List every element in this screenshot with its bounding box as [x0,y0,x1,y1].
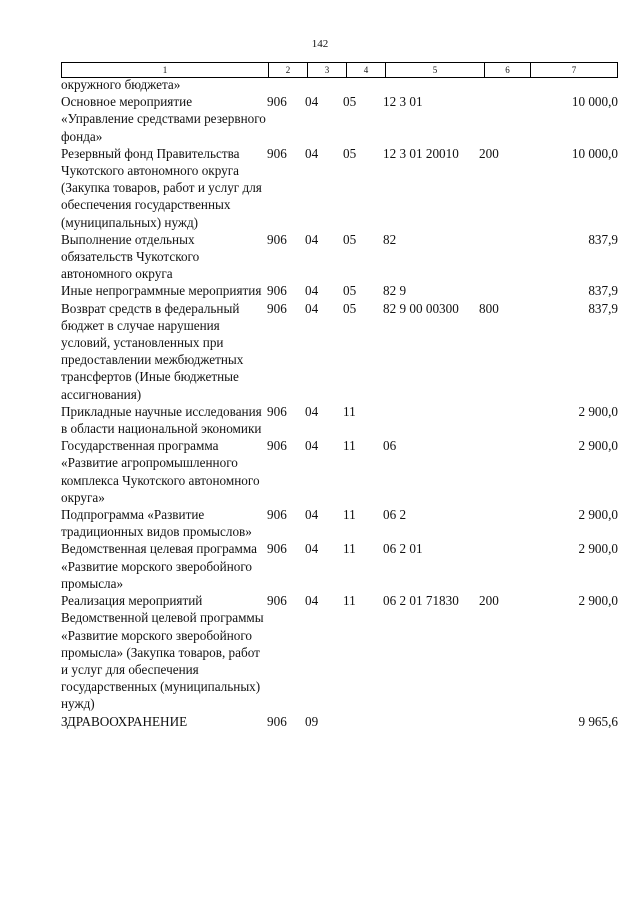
row-amount: 10 000,0 [571,94,618,110]
row-amount: 10 000,0 [571,145,618,161]
header-col-5: 5 [386,63,485,78]
row-name: Основное мероприятие «Управление средствами резервного фонда» [61,94,266,144]
row-target-article: 12 3 01 20010 [383,145,459,161]
header-col-1: 1 [62,63,269,78]
row-target-article: 82 9 [383,283,407,299]
row-section: 04 [305,507,319,523]
row-name: Возврат средств в федеральный бюджет в случае нарушения условий, установленных при предоставлении межбюджетных трансфертов (Иные бюджетные ассигнования) [61,300,244,402]
row-name: Выполнение отдельных обязательств Чукотского автономного округа [61,231,200,282]
row-subsection: 11 [343,541,356,557]
row-amount: 2 900,0 [578,438,618,454]
row-section: 04 [305,94,319,110]
row-name: Ведомственная целевая программа «Развитие морского зверобойного промысла» [61,541,257,591]
row-subsection: 05 [343,231,357,247]
row-amount: 2 900,0 [578,403,618,419]
row-ministry-code: 906 [267,300,287,316]
row-section: 04 [305,541,319,557]
header-col-3: 3 [308,63,347,78]
row-name: Государственная программа «Развитие агропромышленного комплекса Чукотского автономного округа» [61,438,260,505]
row-target-article: 06 [383,438,397,454]
row-subsection: 11 [343,507,356,523]
table-row [61,300,618,403]
budget-table-body [61,76,618,730]
table-row [61,145,618,231]
row-ministry-code: 906 [267,507,287,523]
row-subsection: 11 [343,593,356,609]
row-ministry-code: 906 [267,541,287,557]
row-ministry-code: 906 [267,231,287,247]
table-row [61,540,618,592]
row-ministry-code: 906 [267,283,287,299]
row-ministry-code: 906 [267,438,287,454]
row-name: окружного бюджета» [61,77,181,92]
row-section: 04 [305,300,319,316]
table-row [61,403,618,437]
row-ministry-code: 906 [267,593,287,609]
row-target-article: 82 9 00 00300 [383,300,459,316]
row-subsection: 11 [343,403,356,419]
row-amount: 837,9 [588,283,618,299]
table-row [61,592,618,712]
table-row [61,437,618,506]
row-section: 04 [305,283,319,299]
table-row [61,282,618,299]
table-row [61,93,618,145]
header-col-7: 7 [531,63,618,78]
table-row [61,506,618,540]
row-name: Иные непрограммные мероприятия [61,283,262,299]
row-amount: 2 900,0 [578,541,618,557]
row-section: 04 [305,593,319,609]
page-number: 142 [311,38,329,50]
row-name: Реализация мероприятий Ведомственной целевой программы «Развитие морского зверобойного промысла» (Закупка товаров, работ и услуг для обеспечения государственных (муниципальных) нужд) [61,593,264,712]
row-ministry-code: 906 [267,713,287,729]
row-subsection: 11 [343,438,356,454]
row-target-article: 06 2 01 [383,541,423,557]
row-expense-type: 200 [479,593,499,609]
row-section: 04 [305,231,319,247]
row-target-article: 12 3 01 [383,94,423,110]
row-expense-type: 800 [479,300,499,316]
row-name: Подпрограмма «Развитие традиционных видов промыслов» [61,507,252,540]
table-row [61,231,618,283]
table-row [61,713,618,730]
row-amount: 9 965,6 [578,713,618,729]
row-section: 04 [305,438,319,454]
header-col-4: 4 [347,63,386,78]
row-section: 09 [305,713,319,729]
row-name: Прикладные научные исследования в области национальной экономики [61,403,262,437]
row-target-article: 82 [383,231,397,247]
row-subsection: 05 [343,94,357,110]
row-section: 04 [305,145,319,161]
row-amount: 2 900,0 [578,593,618,609]
row-amount: 837,9 [588,231,618,247]
row-target-article: 06 2 01 71830 [383,593,459,609]
row-ministry-code: 906 [267,94,287,110]
header-col-6: 6 [485,63,531,78]
row-subsection: 05 [343,145,357,161]
row-subsection: 05 [343,283,357,299]
row-amount: 837,9 [588,300,618,316]
table-row [61,76,618,93]
header-col-2: 2 [269,63,308,78]
row-name: Резервный фонд Правительства Чукотского автономного округа (Закупка товаров, работ и услуг для обеспечения государственных (муниципальных) нужд) [61,145,262,230]
row-ministry-code: 906 [267,145,287,161]
row-expense-type: 200 [479,145,499,161]
row-ministry-code: 906 [267,403,287,419]
row-subsection: 05 [343,300,357,316]
row-amount: 2 900,0 [578,507,618,523]
row-target-article: 06 2 [383,507,407,523]
row-name: ЗДРАВООХРАНЕНИЕ [61,713,188,729]
row-section: 04 [305,403,319,419]
